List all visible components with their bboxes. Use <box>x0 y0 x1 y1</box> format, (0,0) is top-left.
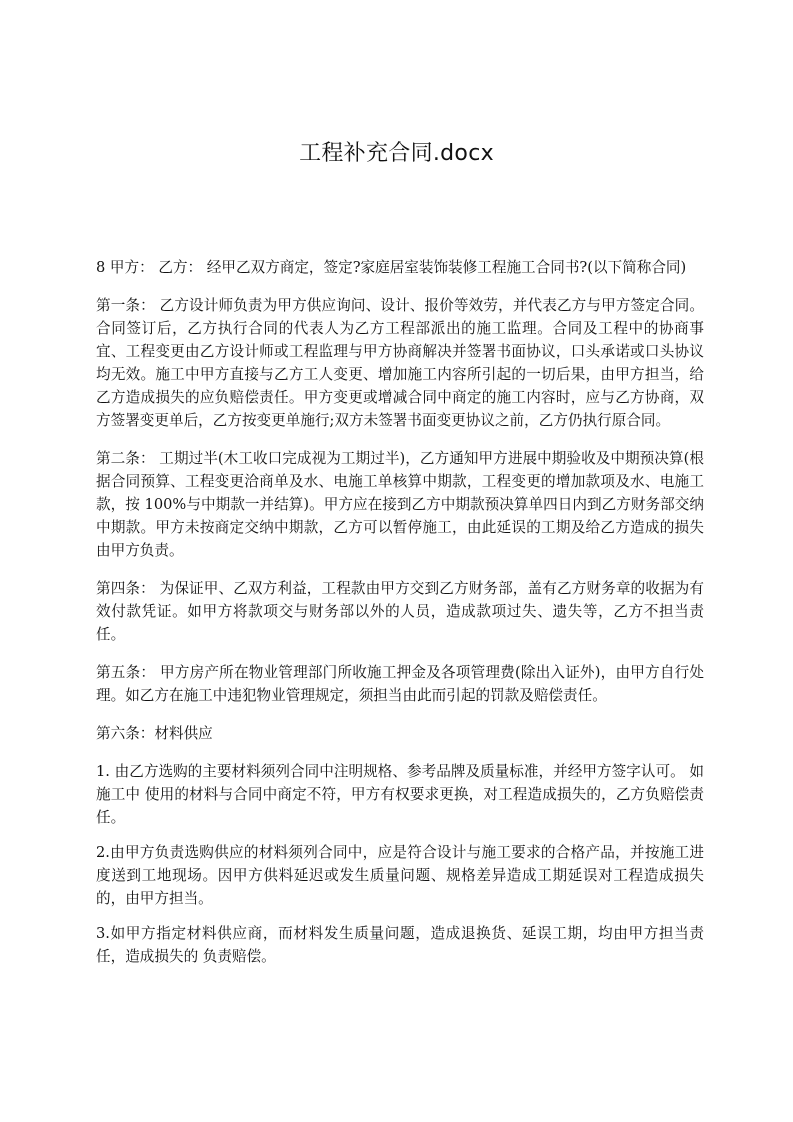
paragraph-article-1: 第一条： 乙方设计师负责为甲方供应询问、设计、报价等效劳，并代表乙方与甲方签定合同。合同签订后，乙方执行合同的代表人为乙方工程部派出的施工监理。合同及工程中的协商事宜、工程变更由乙方设计师或工程监理与甲方协商解决并签署书面协议，口头承诺或口头协议均无效。施工中甲方直接与乙方工人变更、增加施工内容所引起的一切后果，由甲方担当，给乙方造成损失的应负赔偿责任。甲方变更或增减合同中商定的施工内容时，应与乙方协商，双方签署变更单后，乙方按变更单施行;双方未签署书面变更协议之前，乙方仍执行原合同。 <box>96 297 704 429</box>
paragraph-article-6-heading: 第六条：材料供应 <box>96 725 213 742</box>
paragraph-material-item-1: 1. 由乙方选购的主要材料须列合同中注明规格、参考品牌及质量标准，并经甲方签字认可。 如施工中 使用的材料与合同中商定不符，甲方有权要求更换，对工程造成损失的，乙方负赔偿责任。 <box>96 763 704 826</box>
paragraph-parties: 8 甲方： 乙方： 经甲乙双方商定，签定?家庭居室装饰装修工程施工合同书?(以下简称合同) <box>96 259 687 276</box>
paragraph-article-5: 第五条： 甲方房产所在物业管理部门所收施工押金及各项管理费(除出入证外)，由甲方自行处理。如乙方在施工中违犯物业管理规定，须担当由此而引起的罚款及赔偿责任。 <box>96 664 704 704</box>
document-title: 工程补充合同.docx <box>299 141 494 166</box>
paragraph-material-item-2: 2.由甲方负责选购供应的材料须列合同中，应是符合设计与施工要求的合格产品，并按施工进度送到工地现场。因甲方供料延迟或发生质量问题、规格差异造成工期延误对工程造成损失的，由甲方担当。 <box>96 844 704 907</box>
paragraph-article-4: 第四条： 为保证甲、乙双方利益，工程款由甲方交到乙方财务部，盖有乙方财务章的收据为有效付款凭证。如甲方将款项交与财务部以外的人员，造成款项过失、遗失等，乙方不担当责任。 <box>96 580 704 643</box>
document-body <box>96 256 704 980</box>
paragraph-material-item-3: 3.如甲方指定材料供应商，而材料发生质量问题，造成退换货、延误工期，均由甲方担当责任，造成损失的 负责赔偿。 <box>96 925 704 965</box>
paragraph-article-2: 第二条： 工期过半(木工收口完成视为工期过半)，乙方通知甲方进展中期验收及中期预决算(根据合同预算、工程变更洽商单及水、电施工单核算中期款，工程变更的增加款项及水、电施工款，按 100%与中期款一并结算)。甲方应在接到乙方中期款预决算单四日内到乙方财务部交纳中期款。甲方未按商定交纳中期款，乙方可以暂停施工，由此延误的工期及给乙方造成的损失由甲方负责。 <box>96 450 704 559</box>
